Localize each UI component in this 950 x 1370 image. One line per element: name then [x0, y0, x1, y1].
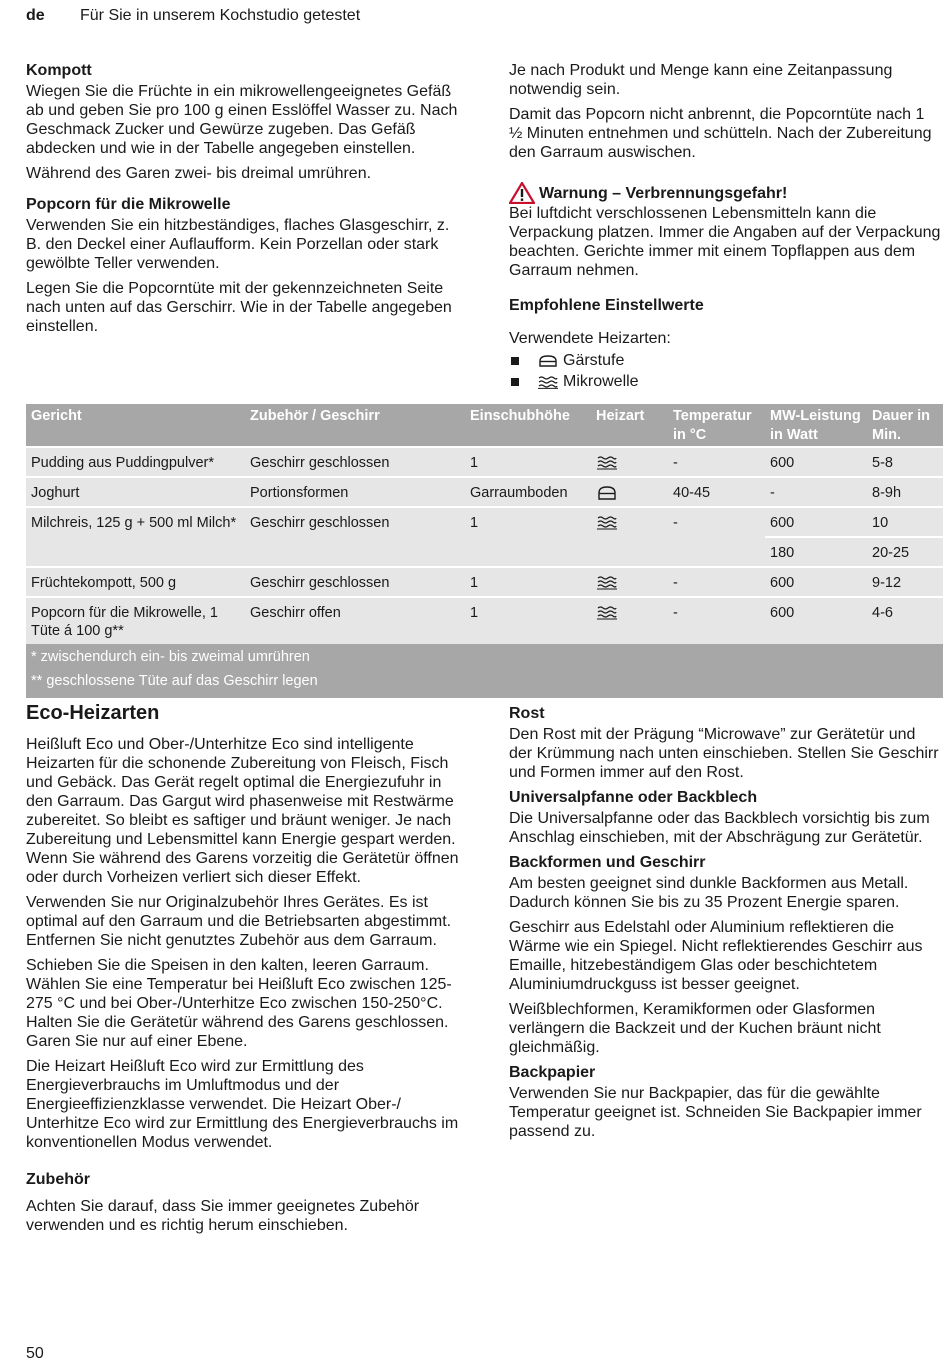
kompott-heading: Kompott [26, 62, 92, 79]
microwave-icon [596, 455, 618, 471]
microwave-icon [596, 515, 618, 531]
rack-paragraph: Den Rost mit der Prägung “Microwave” zur Gerätetür und der Krümmung nach unten einschieben. Stellen Sie Geschirr und Formen immer auf den Rost. [509, 726, 939, 781]
cell-accessory: Geschirr geschlossen [250, 575, 390, 591]
popcorn-paragraph-2: Legen Sie die Popcorntüte mit der gekennzeichneten Seite nach unten auf das Gerschirr. Wie in der Tabelle angegeben einstellen. [26, 280, 452, 335]
sub-row [765, 508, 943, 536]
cell-mw-power: 600 [770, 605, 795, 621]
cell-mw-power: 600 [770, 575, 795, 591]
table-header-cell: Temperatur in °C [673, 408, 752, 443]
heat-mode-list [509, 350, 941, 392]
cell-accessory: Geschirr geschlossen [250, 455, 390, 471]
bakeware-heading: Backformen und Geschirr [509, 854, 706, 871]
cell-dish: Popcorn für die Mikrowelle, 1 Tüte á 100 g** [31, 605, 218, 639]
warning-heading [509, 182, 941, 204]
popcorn-paragraph-1: Verwenden Sie ein hitzbeständiges, flaches Glasgeschirr, z. B. den Deckel einer Auflaufform. Kein Porzellan oder stark gewölbte Teller verwenden. [26, 217, 450, 272]
baking-paper-heading: Backpapier [509, 1064, 596, 1081]
microwave-icon [537, 375, 559, 389]
microwave-icon [596, 575, 618, 591]
cell-duration: 20-25 [867, 536, 943, 566]
kompott-paragraph-2: Während des Garen zwei- bis dreimal umrühren. [26, 165, 372, 182]
cell-temperature: - [673, 455, 678, 471]
table-header-cell: Gericht [31, 408, 82, 424]
bakeware-paragraph-2: Geschirr aus Edelstahl oder Aluminium reflektieren die Wärme wie ein Spiegel. Nicht reflektierendes Geschirr aus Emaille, hitzebeständigem Glas oder beschichtetem Aluminiumdruckguss ist besser geeignet. [509, 919, 923, 993]
cell-level: 1 [470, 605, 479, 621]
cell-temperature: - [673, 575, 678, 591]
heat-mode-item [509, 371, 941, 392]
table-header-cell: Dauer in Min. [872, 408, 931, 443]
cell-mw-power: - [770, 485, 775, 501]
eco-paragraph-3: Schieben Sie die Speisen in den kalten, leeren Garraum. Wählen Sie eine Temperatur bei Heißluft Eco zwischen 125-275 °C und bei Ober-/Unterhitze Eco zwischen 150-250°C. Halten Sie die Gerätetür während des Garens geschlossen. Garen Sie nur auf einer Ebene. [26, 957, 452, 1050]
table-footnotes [26, 644, 943, 698]
footnote: * zwischendurch ein- bis zweimal umrühren [31, 649, 310, 665]
cell-heat-mode [591, 508, 668, 566]
eco-paragraph-4: Die Heizart Heißluft Eco wird zur Ermittlung des Energieverbrauchs im Umluftmodus und der Energieeffizienzklasse verwendet. Die Heizart Ober-/ Unterhitze Eco wird zur Ermittlung des Energieverbrauchs im konventionellen Modus verwendet. [26, 1058, 459, 1151]
cell-level: 1 [470, 575, 479, 591]
popcorn-heading: Popcorn für die Mikrowelle [26, 196, 231, 213]
heat-mode-label: Gärstufe [563, 352, 625, 369]
cell-accessory: Geschirr geschlossen [250, 515, 390, 531]
cell-temperature: - [673, 515, 678, 531]
sub-row [765, 536, 943, 566]
right-bottom-column [509, 704, 941, 1147]
cell-duration: 10 [872, 515, 889, 531]
cell-duration: 5-8 [872, 455, 893, 471]
proofing-icon [537, 354, 559, 368]
eco-paragraph-2: Verwenden Sie nur Originalzubehör Ihres Gerätes. Es ist optimal auf den Garraum und die Betriebsarten abgestimmt. Entfernen Sie nicht genutztes Zubehör aus dem Garraum. [26, 894, 452, 949]
settings-heading: Empfohlene Einstellwerte [509, 297, 704, 314]
accessories-paragraph: Achten Sie darauf, dass Sie immer geeignetes Zubehör verwenden und es richtig herum einschieben. [26, 1198, 420, 1234]
header-title: Für Sie in unserem Kochstudio getestet [80, 7, 361, 24]
table-header-cell: Heizart [596, 408, 645, 424]
warning-text: Bei luftdicht verschlossenen Lebensmitteln kann die Verpackung platzen. Immer die Angaben auf der Verpackung beachten. Gerichte immer mit einem Topflappen aus dem Garraum nehmen. [509, 205, 941, 279]
warning-title: Warnung – Verbrennungsgefahr! [539, 184, 788, 202]
cell-accessory: Geschirr offen [250, 605, 341, 621]
eco-heading: Eco-Heizarten [26, 702, 160, 724]
bakeware-paragraph-3: Weißblechformen, Keramikformen oder Glasformen verlängern die Backzeit und der Kuchen bräunt nicht gleichmäßig. [509, 1001, 881, 1056]
table-row [26, 596, 943, 644]
popcorn-tip-paragraph: Damit das Popcorn nicht anbrennt, die Popcorntüte nach 1 ½ Minuten entnehmen und schütteln. Nach der Zubereitung den Garraum auswischen. [509, 106, 932, 161]
cell-level: 1 [470, 515, 479, 531]
right-top-column [509, 61, 941, 392]
kompott-paragraph-1: Wiegen Sie die Früchte in ein mikrowellengeeignetes Gefäß ab und geben Sie pro 100 g einen Esslöffel Wasser zu. Nach Geschmack Zucker und Gewürze zugeben. Das Gefäß abdecken und wie in der Tabelle angegeben einstellen. [26, 83, 458, 157]
cell-level: Garraumboden [470, 485, 568, 501]
left-top-column [26, 61, 466, 350]
cell-dish: Joghurt [31, 485, 80, 501]
cell-level: 1 [470, 455, 479, 471]
cell-heat-mode [591, 598, 668, 644]
table-row [26, 476, 943, 506]
bakeware-paragraph-1: Am besten geeignet sind dunkle Backformen aus Metall. Dadurch können Sie bis zu 35 Prozent Energie sparen. [509, 875, 909, 911]
page-header [26, 7, 360, 25]
accessories-heading: Zubehör [26, 1171, 90, 1188]
cell-temperature: - [673, 605, 678, 621]
cell-duration: 4-6 [872, 605, 893, 621]
eco-paragraph-1: Heißluft Eco und Ober-/Unterhitze Eco sind intelligente Heizarten für die schonende Zubereitung von Fleisch, Fisch und Gebäck. Das Gerät regelt optimal die Energiezufuhr in den Garraum. Das Gargut wird phasenweise mit Restwärme zubereitet. So bleibt es saftiger und bräunt weniger. Je nach Zubereitung und Lebensmittel kann Energie gespart werden. Wenn Sie während des Garens vorzeitig die Gerätetür öffnen oder durch Vorheizen verliert sich dieser Effekt. [26, 736, 459, 886]
heat-intro: Verwendete Heizarten: [509, 330, 671, 347]
warning-icon [509, 182, 535, 204]
table-header-cell: Einschubhöhe [470, 408, 570, 424]
cell-dish: Früchtekompott, 500 g [31, 575, 177, 591]
cell-heat-mode [591, 448, 668, 476]
language-code: de [26, 7, 45, 24]
pan-paragraph: Die Universalpfanne oder das Backblech vorsichtig bis zum Anschlag einschieben, mit der Abschrägung zur Gerätetür. [509, 810, 930, 846]
rack-heading: Rost [509, 705, 545, 722]
footnote: ** geschlossene Tüte auf das Geschirr legen [31, 673, 318, 689]
heat-mode-item [509, 350, 941, 371]
pan-heading: Universalpfanne oder Backblech [509, 789, 758, 806]
cell-duration: 9-12 [872, 575, 902, 591]
cell-heat-mode [591, 568, 668, 596]
baking-paper-paragraph: Verwenden Sie nur Backpapier, das für die gewählte Temperatur geeignet ist. Schneiden Sie Backpapier immer passend zu. [509, 1085, 922, 1140]
table-header-cell: Zubehör / Geschirr [250, 408, 380, 424]
bullet-icon [511, 378, 519, 386]
cell-heat-mode [591, 478, 668, 506]
cell-dish: Pudding aus Puddingpulver* [31, 455, 214, 471]
left-bottom-column [26, 704, 466, 1241]
table-header-cell: MW-Leistung in Watt [770, 408, 861, 443]
cell-accessory: Portionsformen [250, 485, 349, 501]
cell-mw-power: 600 [770, 515, 795, 531]
heat-mode-label: Mikrowelle [563, 373, 639, 390]
table-row [26, 566, 943, 596]
cell-split-group [765, 508, 943, 566]
cell-temperature: 40-45 [673, 485, 711, 501]
cell-mw-power: 180 [765, 536, 867, 566]
proofing-icon [596, 485, 618, 501]
time-adjust-paragraph: Je nach Produkt und Menge kann eine Zeitanpassung notwendig sein. [509, 62, 893, 98]
table-header-row [26, 404, 943, 446]
page-number: 50 [26, 1345, 44, 1362]
settings-table [26, 404, 943, 698]
table-row [26, 506, 943, 566]
cell-mw-power: 600 [770, 455, 795, 471]
table-row [26, 446, 943, 476]
microwave-icon [596, 605, 618, 621]
cell-duration: 8-9h [872, 485, 902, 501]
bullet-icon [511, 357, 519, 365]
cell-dish: Milchreis, 125 g + 500 ml Milch* [31, 515, 237, 531]
